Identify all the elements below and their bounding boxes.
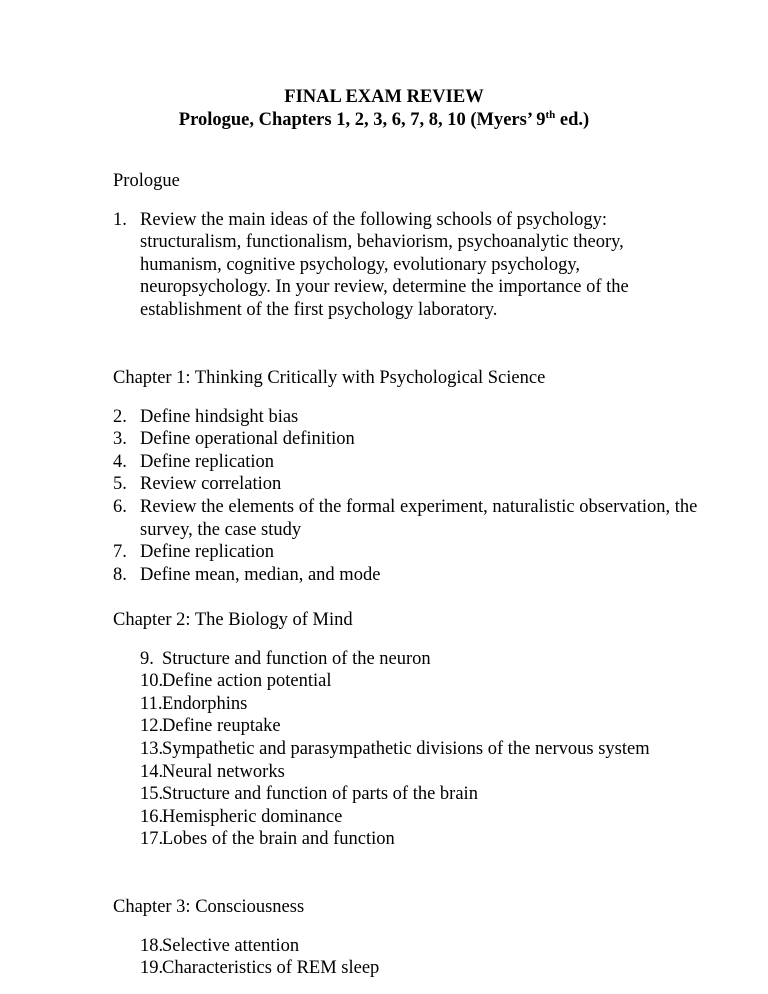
item-number: 8. (113, 564, 127, 585)
list-item (113, 783, 708, 806)
item-text: Define replication (140, 451, 275, 472)
item-text: Review correlation (140, 474, 282, 495)
list-item (113, 564, 708, 587)
section-chapter-3 (113, 896, 708, 980)
title-line-2-end: ed.) (555, 109, 590, 130)
item-number: 19. (140, 958, 164, 979)
title-superscript: th (545, 108, 556, 121)
list-item (113, 648, 708, 671)
item-number: 14. (140, 761, 164, 782)
item-text: Define operational definition (140, 429, 355, 450)
item-text: Define replication (140, 542, 275, 563)
item-text: Characteristics of REM sleep (162, 958, 380, 979)
section-heading: Chapter 3: Consciousness (113, 897, 305, 917)
item-text: Endorphins (162, 693, 248, 714)
item-number: 9. (140, 648, 154, 669)
section-chapter-2 (113, 609, 708, 851)
item-number: 4. (113, 451, 127, 472)
item-text: Define hindsight bias (140, 406, 299, 427)
section-heading: Chapter 2: The Biology of Mind (113, 610, 353, 630)
item-number: 6. (113, 496, 127, 517)
title-line-2 (0, 109, 768, 132)
list-item (113, 957, 708, 980)
item-text: Structure and function of parts of the brain (162, 784, 478, 805)
item-number: 12. (140, 716, 164, 737)
list-item (113, 806, 708, 829)
item-number: 7. (113, 542, 127, 563)
item-text: Selective attention (162, 935, 300, 956)
item-text: Define reuptake (162, 716, 281, 737)
item-text: Hemispheric dominance (162, 806, 343, 827)
item-number: 18. (140, 935, 164, 956)
list-item (113, 738, 708, 761)
item-text: Define mean, median, and mode (140, 564, 381, 585)
item-text: Define action potential (162, 671, 332, 692)
list-item (113, 496, 708, 541)
item-text: Structure and function of the neuron (162, 648, 431, 669)
item-number: 13. (140, 738, 164, 759)
title-line-1: FINAL EXAM REVIEW (284, 87, 484, 107)
list-item (113, 428, 708, 451)
list-item (113, 541, 708, 564)
list-item (113, 406, 708, 429)
list-item (113, 473, 708, 496)
list-item (113, 761, 708, 784)
item-number: 5. (113, 474, 127, 495)
item-number: 11. (140, 693, 163, 714)
item-text: Review the elements of the formal experiment, naturalistic observation, the survey, the case study (140, 496, 698, 540)
list-item (113, 715, 708, 738)
document-title (0, 86, 768, 131)
list-item (113, 209, 708, 322)
item-number: 15. (140, 784, 164, 805)
list-item (113, 828, 708, 851)
section-heading: Chapter 1: Thinking Critically with Psychological Science (113, 368, 546, 388)
item-text: Lobes of the brain and function (162, 829, 395, 850)
list-item (113, 670, 708, 693)
item-number: 17. (140, 829, 164, 850)
list-item (113, 935, 708, 958)
item-text: Neural networks (162, 761, 285, 782)
item-number: 2. (113, 406, 127, 427)
item-number: 1. (113, 209, 127, 230)
list-item (113, 451, 708, 474)
item-text: Sympathetic and parasympathetic divisions of the nervous system (162, 738, 650, 759)
section-prologue (113, 170, 708, 322)
item-number: 16. (140, 806, 164, 827)
item-number: 3. (113, 429, 127, 450)
section-heading: Prologue (113, 171, 180, 191)
item-number: 10. (140, 671, 164, 692)
item-text: Review the main ideas of the following schools of psychology: structuralism, functionalism, behaviorism, psychoanalytic theory, humanism, cognitive psychology, evolutionary psychology, neuropsychology. In your review, determine the importance of the establishment of the first psychology laboratory. (140, 209, 629, 320)
list-item (113, 693, 708, 716)
title-line-2-text: Prologue, Chapters 1, 2, 3, 6, 7, 8, 10 (Myers’ 9 (178, 109, 546, 130)
section-chapter-1 (113, 367, 708, 586)
